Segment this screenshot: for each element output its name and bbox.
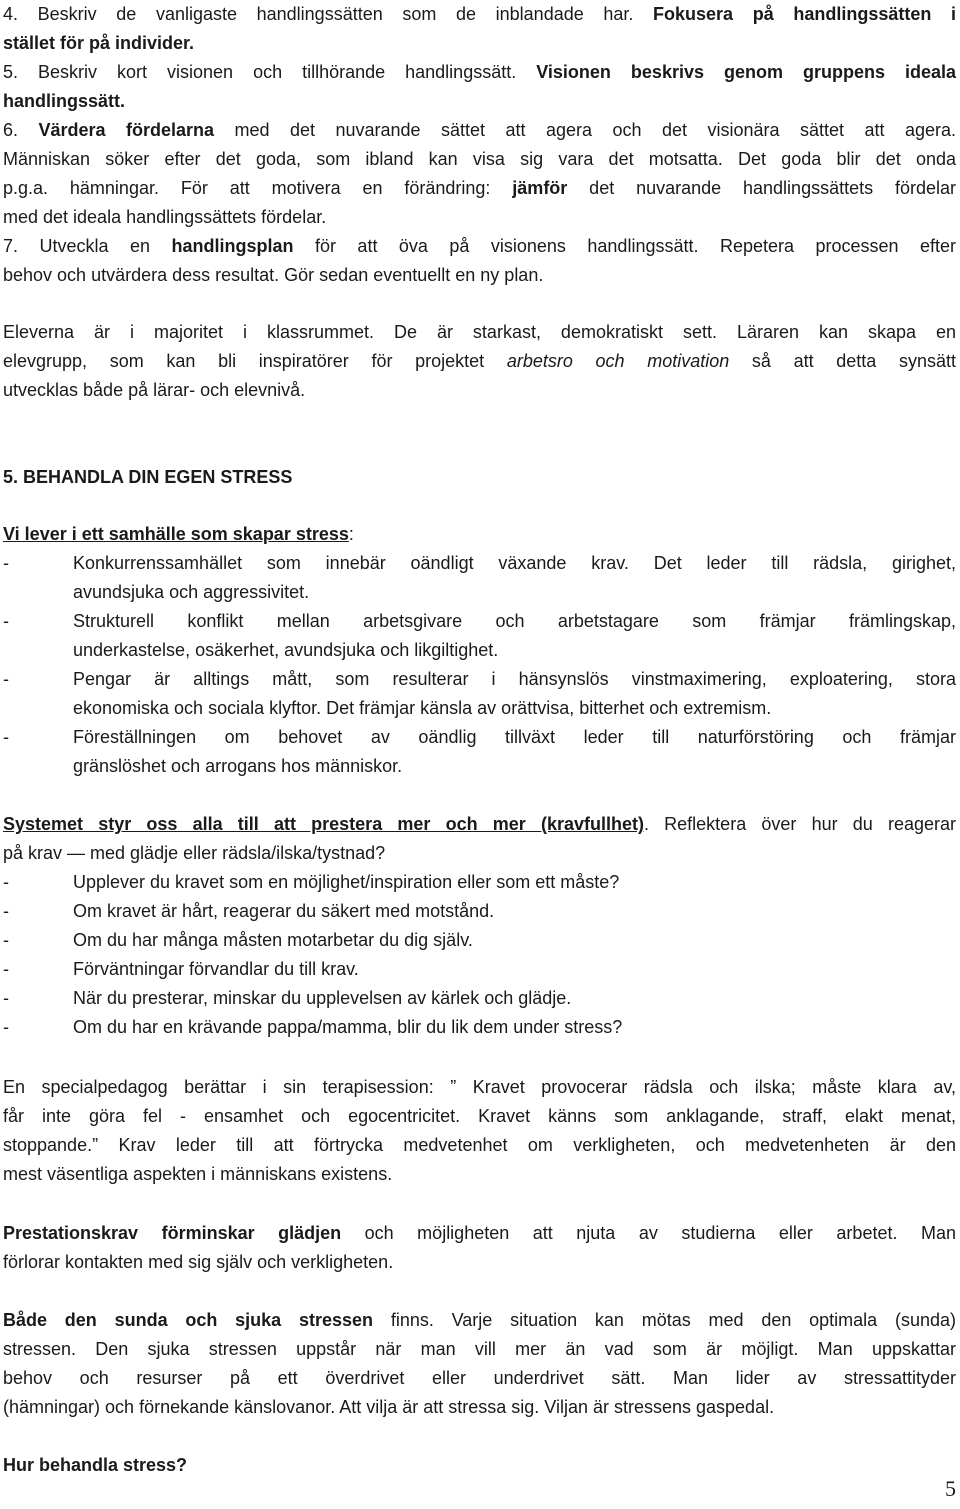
text-line: p.g.a. hämningar. För att motivera en förändring: jämför det nuvarande handlingssättets fördelar [3, 178, 956, 198]
text-line: förlorar kontakten med sig själv och verkligheten. [3, 1252, 394, 1272]
dash-bullet: - [3, 669, 9, 689]
text-line: underkastelse, osäkerhet, avundsjuka och likgiltighet. [73, 640, 499, 660]
text-line: 7. Utveckla en handlingsplan för att öva på visionens handlingssätt. Repetera processen efter [3, 236, 956, 256]
text-line: Föreställningen om behovet av oändlig tillväxt leder till naturförstöring och främjar [73, 727, 956, 747]
text-line: stället för på individer. [3, 33, 195, 53]
text-line: Förväntningar förvandlar du till krav. [73, 959, 359, 979]
dash-bullet: - [3, 930, 9, 950]
text-line: Både den sunda och sjuka stressen finns. Varje situation kan mötas med den optimala (sunda) [3, 1310, 956, 1330]
text-line: När du presterar, minskar du upplevelsen av kärlek och glädje. [73, 988, 572, 1008]
text-line: En specialpedagog berättar i sin terapisession: ” Kravet provocerar rädsla och ilska; måste klara av, [3, 1077, 956, 1097]
text-line: med det ideala handlingssättets fördelar. [3, 207, 327, 227]
text-line: 5. Beskriv kort visionen och tillhörande handlingssätt. Visionen beskrivs genom gruppens ideala [3, 62, 957, 82]
text-line: Strukturell konflikt mellan arbetsgivare och arbetstagare som främjar främlingskap, [73, 611, 956, 631]
text-line: Om du har många måsten motarbetar du dig själv. [73, 930, 473, 950]
text-line: mest väsentliga aspekten i människans existens. [3, 1164, 393, 1184]
text-line: gränslöshet och arrogans hos människor. [73, 756, 403, 776]
text-line: Systemet styr oss alla till att prestera mer och mer (kravfullhet). Reflektera över hur du reagerar [3, 814, 956, 834]
text-line: Om du har en krävande pappa/mamma, blir du lik dem under stress? [73, 1017, 623, 1037]
text-line: stoppande.” Krav leder till att förtrycka medvetenhet om verkligheten, och medvetenheten är den [3, 1135, 956, 1155]
page-number: 5 [945, 1476, 956, 1501]
text-line: (hämningar) och förnekande känslovanor. Att vilja är att stressa sig. Viljan är stressens gaspedal. [3, 1397, 775, 1417]
dash-bullet: - [3, 611, 9, 631]
text-line: behov och resurser på ett överdrivet eller underdrivet sätt. Man lider av stressattityder [3, 1368, 956, 1388]
dash-bullet: - [3, 553, 9, 573]
text-line: Om kravet är hårt, reagerar du säkert med motstånd. [73, 901, 495, 921]
dash-bullet: - [3, 959, 9, 979]
section-heading: 5. BEHANDLA DIN EGEN STRESS [3, 467, 293, 487]
text-line: Upplever du kravet som en möjlighet/inspiration eller som ett måste? [73, 872, 620, 892]
text-line: 6. Värdera fördelarna med det nuvarande sättet att agera och det visionära sättet att agera. [3, 120, 956, 140]
subheading: Hur behandla stress? [3, 1455, 188, 1475]
text-line: Konkurrenssamhället som innebär oändligt växande krav. Det leder till rädsla, girighet, [73, 553, 956, 573]
text-line: 4. Beskriv de vanligaste handlingssätten som de inblandade har. Fokusera på handlingssätten i [3, 4, 956, 24]
text-line: på krav — med glädje eller rädsla/ilska/tystnad? [3, 843, 386, 863]
text-line: utvecklas både på lärar- och elevnivå. [3, 380, 306, 400]
text-line: elevgrupp, som kan bli inspiratörer för projektet arbetsro och motivation så att detta synsätt [3, 351, 956, 371]
dash-bullet: - [3, 872, 9, 892]
text-line: stressen. Den sjuka stressen uppstår när man vill mer än vad som är möjligt. Man uppskattar [3, 1339, 956, 1359]
text-line: får inte göra fel - ensamhet och egocentricitet. Kravet känns som anklagande, straff, elakt menat, [3, 1106, 956, 1126]
text-line: Människan söker efter det goda, som ibland kan visa sig vara det motsatta. Det goda blir det onda [3, 149, 956, 169]
dash-bullet: - [3, 988, 9, 1008]
dash-bullet: - [3, 1017, 9, 1037]
text-line: behov och utvärdera dess resultat. Gör sedan eventuellt en ny plan. [3, 265, 544, 285]
text-line: Prestationskrav förminskar glädjen och möjligheten att njuta av studierna eller arbetet. Man [3, 1223, 956, 1243]
text-line: Pengar är alltings mått, som resulterar i hänsynslös vinstmaximering, exploatering, stora [73, 669, 956, 689]
dash-bullet: - [3, 901, 9, 921]
text-line: ekonomiska och sociala klyftor. Det främjar känsla av orättvisa, bitterhet och extremism. [73, 698, 772, 718]
text-line: handlingssätt. [3, 91, 126, 111]
text-line: Eleverna är i majoritet i klassrummet. De är starkast, demokratiskt sett. Läraren kan skapa en [3, 322, 956, 342]
dash-bullet: - [3, 727, 9, 747]
text-line: avundsjuka och aggressivitet. [73, 582, 310, 602]
subheading: Vi lever i ett samhälle som skapar stress: [3, 524, 354, 544]
